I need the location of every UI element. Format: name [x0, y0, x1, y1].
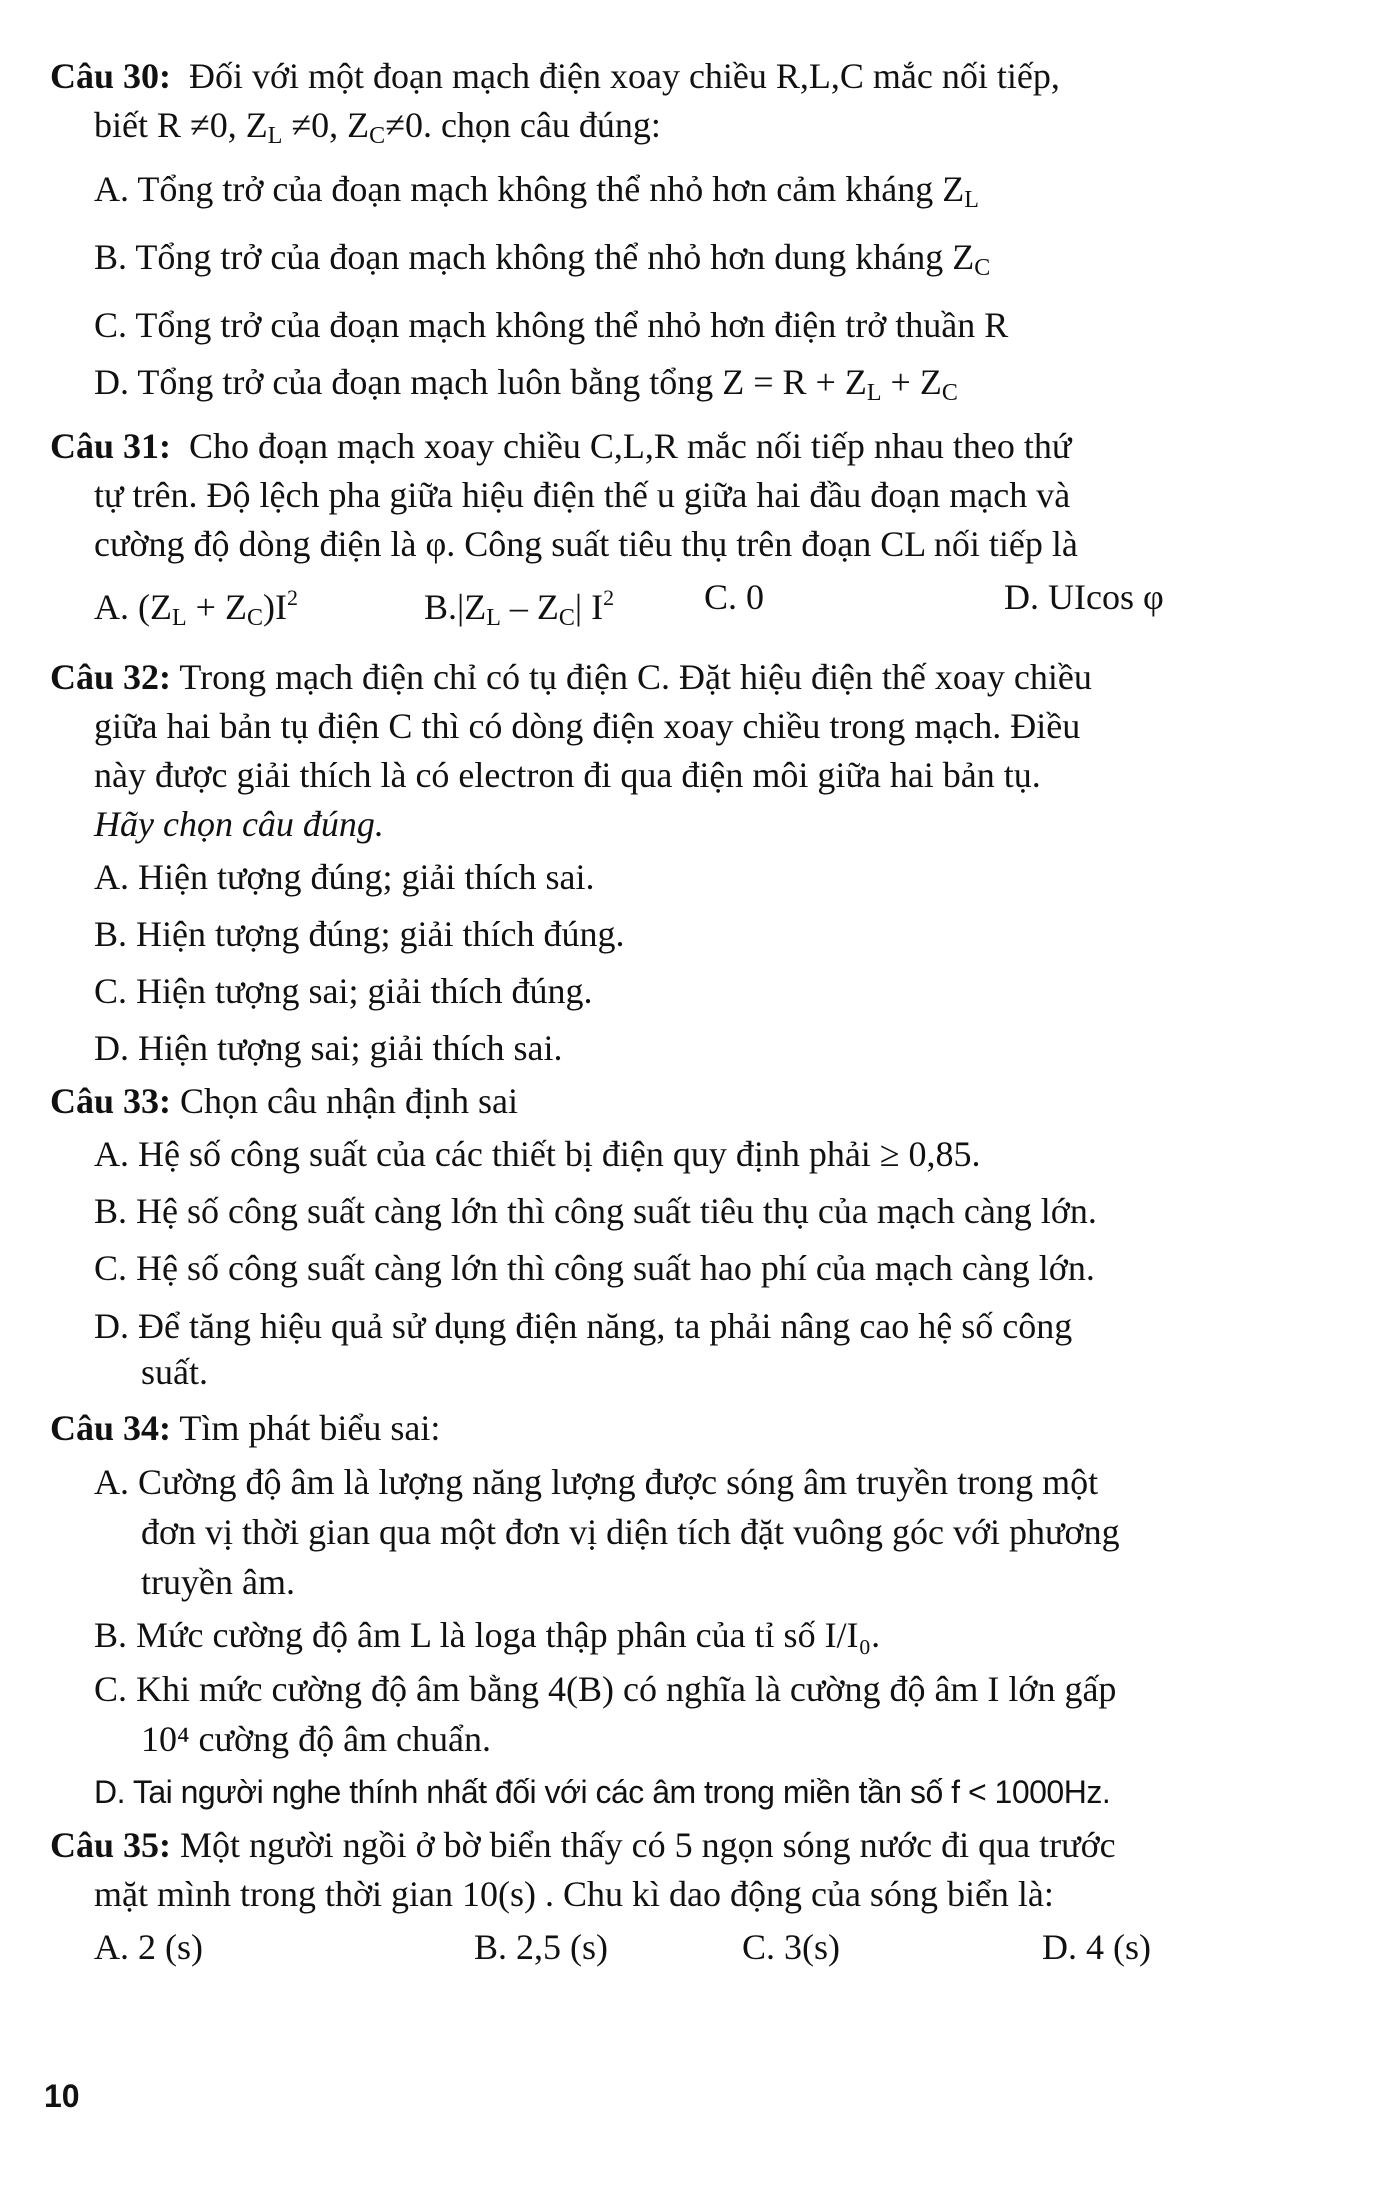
question-32	[50, 653, 1340, 1077]
question-text: Trong mạch điện chỉ có tụ điện C. Đặt hiệu điện thế xoay chiều	[179, 657, 1092, 697]
page-number: 10	[44, 2078, 80, 2114]
option-a: A. Hiện tượng đúng; giải thích sai.	[94, 857, 595, 897]
option-d: D. 4 (s)	[1042, 1927, 1151, 1967]
option-b: B. Tổng trở của đoạn mạch không thể nhỏ hơn dung kháng $Z_C$	[94, 237, 991, 281]
option-c-cont: 10⁴ cường độ âm chuẩn.	[141, 1719, 492, 1759]
option-a: A. Hệ số công suất của các thiết bị điện quy định phải ≥ 0,85.	[94, 1134, 981, 1174]
question-text: Một người ngồi ở bờ biển thấy có 5 ngọn sóng nước đi qua trước	[180, 1825, 1116, 1865]
option-d: D. UIcos φ	[1004, 577, 1164, 617]
option-d: D. Tai người nghe thính nhất đối với các âm trong miền tần số f < 1000Hz.	[94, 1774, 1111, 1810]
question-label: Câu 32:	[50, 657, 172, 697]
option-a-cont: truyền âm.	[141, 1562, 295, 1602]
option-a: A. 2 (s)	[94, 1927, 203, 1967]
option-a	[50, 1457, 1340, 1607]
option-d: D. Để tăng hiệu quả sử dụng điện năng, ta phải nâng cao hệ số công	[94, 1306, 1073, 1346]
question-text: Đối với một đoạn mạch điện xoay chiều R,L,C mắc nối tiếp,	[189, 56, 1060, 96]
question-text-cont: giữa hai bản tụ điện C thì có dòng điện xoay chiều trong mạch. Điều	[94, 706, 1081, 746]
question-31	[50, 422, 1340, 647]
question-label: Câu 34:	[50, 1408, 172, 1448]
option-b: B. Mức cường độ âm L là loga thập phân của tỉ số I/I₀.	[94, 1615, 881, 1655]
question-33	[50, 1077, 1340, 1393]
option-b: B. 2,5 (s)	[474, 1927, 608, 1967]
question-30	[50, 52, 1340, 422]
option-a: A. (ZL + ZC)I2	[94, 585, 298, 631]
option-a-cont: đơn vị thời gian qua một đơn vị diện tích đặt vuông góc với phương	[141, 1512, 1120, 1552]
question-label: Câu 33:	[50, 1081, 172, 1121]
question-text: Tìm phát biểu sai:	[179, 1408, 441, 1448]
option-c: C. 0	[704, 577, 765, 617]
option-d-cont: suất.	[141, 1352, 208, 1392]
option-d: D. Hiện tượng sai; giải thích sai.	[94, 1028, 563, 1068]
question-text: Cho đoạn mạch xoay chiều C,L,R mắc nối tiếp nhau theo thứ	[189, 426, 1072, 466]
option-c: C. 3(s)	[742, 1927, 840, 1967]
question-label: Câu 30:	[50, 56, 172, 96]
option-c: C. Tổng trở của đoạn mạch không thể nhỏ hơn điện trở thuần R	[94, 305, 1009, 345]
document-page	[50, 52, 1340, 1976]
option-b: B. Hệ số công suất càng lớn thì công suất tiêu thụ của mạch càng lớn.	[94, 1191, 1097, 1231]
question-34	[50, 1399, 1340, 1821]
question-text: Chọn câu nhận định sai	[180, 1081, 518, 1121]
option-c: C. Hiện tượng sai; giải thích đúng.	[94, 971, 593, 1011]
question-label: Câu 35:	[50, 1825, 172, 1865]
option-d: D. Tổng trở của đoạn mạch luôn bằng tổng $Z = R + Z_L + Z_C$	[94, 362, 958, 406]
options-row	[50, 1919, 1340, 1976]
question-35	[50, 1821, 1340, 1976]
option-c-text: C. Khi mức cường độ âm bằng 4(B) có nghĩa là cường độ âm I lớn gấp	[94, 1669, 1117, 1709]
question-text-cont: này được giải thích là có electron đi qua điện môi giữa hai bản tụ.	[94, 755, 1041, 795]
question-text-cont: tự trên. Độ lệch pha giữa hiệu điện thế u giữa hai đầu đoạn mạch và	[94, 475, 1071, 515]
question-text-cont: biết R ≠0, $Z_L \ne 0$, $Z_C\ne 0$. chọn câu đúng:	[94, 105, 661, 149]
question-text-cont: cường độ dòng điện là φ. Công suất tiêu thụ trên đoạn CL nối tiếp là	[94, 524, 1078, 564]
question-label: Câu 31:	[50, 426, 172, 466]
question-text-cont: mặt mình trong thời gian 10(s) . Chu kì dao động của sóng biển là:	[94, 1874, 1054, 1914]
option-a-text: A. Cường độ âm là lượng năng lượng được sóng âm truyền trong một	[94, 1462, 1099, 1502]
option-c: C. Hệ số công suất càng lớn thì công suất hao phí của mạch càng lớn.	[94, 1248, 1095, 1288]
option-b: B.|ZL – ZC| I2	[424, 585, 615, 631]
option-c	[50, 1664, 1340, 1764]
options-row	[50, 569, 1340, 647]
option-b: B. Hiện tượng đúng; giải thích đúng.	[94, 914, 625, 954]
option-a: A. Tổng trở của đoạn mạch không thể nhỏ hơn cảm kháng $Z_L$	[94, 169, 979, 213]
question-instruction: Hãy chọn câu đúng.	[94, 804, 384, 844]
